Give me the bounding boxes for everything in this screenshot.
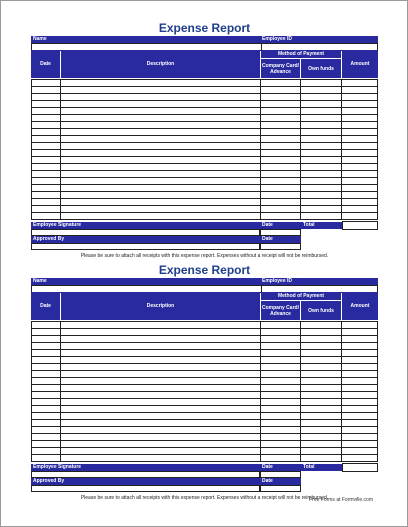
signature-date-label: Date (262, 464, 273, 470)
total-amount-field[interactable] (342, 221, 378, 230)
table-row-line (31, 184, 378, 185)
total-label: Total (303, 222, 315, 228)
approved-date-band (260, 478, 301, 485)
table-column-line (341, 321, 342, 461)
employee-signature-field[interactable] (31, 471, 260, 478)
form-title: Expense Report (158, 21, 251, 35)
table-row-line (31, 107, 378, 108)
employee-signature-label: Employee Signature (33, 222, 82, 228)
table-row-line (31, 447, 378, 448)
table-column-line (60, 321, 61, 461)
table-column-line (31, 321, 32, 461)
signature-date-label: Date (262, 222, 273, 228)
name-band (31, 36, 378, 43)
table-column-line (377, 321, 378, 461)
form-title: Expense Report (158, 263, 251, 277)
method-of-payment-header: Method of Payment (261, 292, 341, 300)
table-row-line (31, 100, 378, 101)
approved-by-band (31, 478, 260, 485)
table-row-line (31, 335, 378, 336)
employee-signature-field[interactable] (31, 229, 260, 236)
table-row-line (31, 405, 378, 406)
table-row-line (31, 149, 378, 150)
name-label: Name (33, 278, 47, 284)
table-row-line (31, 79, 378, 80)
description-column-header: Description (61, 50, 260, 78)
approved-by-label: Approved By (33, 236, 65, 242)
table-row-line (31, 128, 378, 129)
table-row-line (31, 342, 378, 343)
approved-date-field[interactable] (260, 485, 301, 492)
approved-by-field[interactable] (31, 243, 260, 250)
footer-credit: Free Forms at Formville.com (309, 497, 373, 503)
table-row-line (31, 114, 378, 115)
table-row-line (31, 363, 378, 364)
table-row-line (31, 454, 378, 455)
signature-date-band (260, 222, 301, 229)
approved-date-label: Date (262, 478, 273, 484)
expense-rows[interactable] (31, 321, 378, 463)
date-column-header: Date (31, 50, 60, 78)
table-column-line (377, 79, 378, 219)
table-row-line (31, 398, 378, 399)
table-column-line (300, 321, 301, 461)
table-row-line (31, 384, 378, 385)
receipt-note: Please be sure to attach all receipts with this expense report. Expenses without a receipt will not be reimbursed. (80, 253, 329, 259)
table-row-line (31, 205, 378, 206)
table-row-line (31, 321, 378, 322)
signature-date-field[interactable] (260, 229, 301, 236)
employee-id-label: Employee ID (262, 36, 293, 42)
table-row-line (31, 391, 378, 392)
employee-signature-label: Employee Signature (33, 464, 82, 470)
table-column-line (260, 321, 261, 461)
table-row-line (31, 433, 378, 434)
table-row-line (31, 370, 378, 371)
approved-date-label: Date (262, 236, 273, 242)
employee-id-label: Employee ID (262, 278, 293, 284)
table-row-line (31, 142, 378, 143)
method-of-payment-header: Method of Payment (261, 50, 341, 58)
table-row-line (31, 426, 378, 427)
table-row-line (31, 121, 378, 122)
table-row-line (31, 349, 378, 350)
approved-date-field[interactable] (260, 243, 301, 250)
description-column-header: Description (61, 292, 260, 320)
approved-date-band (260, 236, 301, 243)
approved-by-label: Approved By (33, 478, 65, 484)
table-row-line (31, 412, 378, 413)
employee-signature-band (31, 222, 260, 229)
company-card-column-header: Company Card/ Advance (261, 301, 300, 320)
amount-column-header: Amount (342, 50, 378, 78)
own-funds-column-header: Own funds (301, 301, 341, 320)
table-row-line (31, 93, 378, 94)
company-card-column-header: Company Card/ Advance (261, 59, 300, 78)
table-column-line (260, 79, 261, 219)
table-row-line (31, 163, 378, 164)
table-row-line (31, 219, 378, 220)
table-row-line (31, 461, 378, 462)
amount-column-header: Amount (342, 292, 378, 320)
expense-form-2 (31, 263, 378, 503)
table-row-line (31, 135, 378, 136)
table-row-line (31, 212, 378, 213)
table-row-line (31, 191, 378, 192)
total-band (301, 222, 342, 229)
name-band (31, 278, 378, 285)
expense-form-1 (31, 21, 378, 261)
own-funds-column-header: Own funds (301, 59, 341, 78)
expense-rows[interactable] (31, 79, 378, 221)
signature-date-field[interactable] (260, 471, 301, 478)
table-row-line (31, 156, 378, 157)
table-row-line (31, 86, 378, 87)
table-row-line (31, 356, 378, 357)
table-row-line (31, 419, 378, 420)
employee-signature-band (31, 464, 260, 471)
approved-by-field[interactable] (31, 485, 260, 492)
table-column-line (31, 79, 32, 219)
table-column-line (341, 79, 342, 219)
table-row-line (31, 377, 378, 378)
table-row-line (31, 177, 378, 178)
table-row-line (31, 198, 378, 199)
receipt-note: Please be sure to attach all receipts with this expense report. Expenses without a receipt will not be reimbursed. (80, 495, 329, 501)
date-column-header: Date (31, 292, 60, 320)
table-row-line (31, 170, 378, 171)
signature-date-band (260, 464, 301, 471)
table-row-line (31, 328, 378, 329)
total-band (301, 464, 342, 471)
table-column-line (60, 79, 61, 219)
total-label: Total (303, 464, 315, 470)
name-label: Name (33, 36, 47, 42)
total-amount-field[interactable] (342, 463, 378, 472)
approved-by-band (31, 236, 260, 243)
table-row-line (31, 440, 378, 441)
table-column-line (300, 79, 301, 219)
